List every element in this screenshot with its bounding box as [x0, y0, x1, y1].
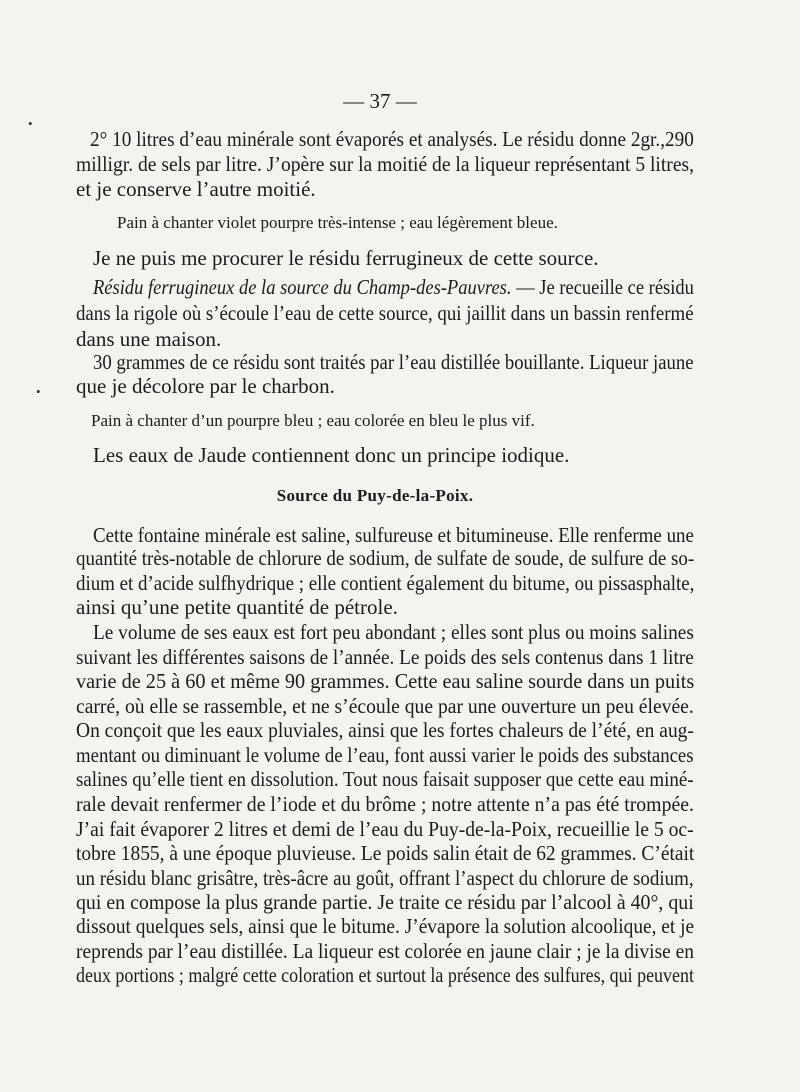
text-line: mentant ou diminuant le volume de l’eau, font aussi varier le poids des substances: [76, 743, 694, 767]
italic-lead: Résidu ferrugineux de la source du Champ-des-Pauvres.: [93, 275, 512, 299]
text-line: 2° 10 litres d’eau minérale sont évaporés et analysés. Le résidu donne 2gr.,290: [90, 127, 694, 151]
text-line: varie de 25 à 60 et même 90 grammes. Cette eau saline sourde dans un puits: [76, 669, 695, 693]
text-line: milligr. de sels par litre. J’opère sur la moitié de la liqueur représentant 5 litres,: [76, 152, 695, 176]
text-line: Résidu ferrugineux de la source du Champ-des-Pauvres. — Je recueille ce résidu: [93, 275, 694, 299]
page-number: — 37 —: [343, 89, 417, 113]
text-line: Cette fontaine minérale est saline, sulfureuse et bitumineuse. Elle renferme une: [93, 523, 694, 547]
text-line: dissout quelques sels, ainsi que le bitume. J’évapore la solution alcoolique, et je: [76, 914, 695, 938]
text-line: quantité très-notable de chlorure de sodium, de sulfate de soude, de sulfure de so-: [76, 546, 695, 570]
text-line: un résidu blanc grisâtre, très-âcre au goût, offrant l’aspect du chlorure de sodium,: [76, 866, 694, 890]
note-line: Pain à chanter violet pourpre très-intense ; eau légèrement bleue.: [117, 213, 558, 232]
text-line: tobre 1855, à une époque pluvieuse. Le poids salin était de 62 grammes. C’était: [76, 841, 695, 865]
section-heading: Source du Puy-de-la-Poix.: [276, 486, 474, 505]
text-line: 30 grammes de ce résidu sont traités par l’eau distillée bouillante. Liqueur jaune: [93, 350, 694, 374]
text-line: carré, où elle se rassemble, et ne s’écoule que par une ouverture un peu élevée.: [76, 694, 694, 718]
text-line: dans la rigole où s’écoule l’eau de cette source, qui jaillit dans un bassin renfermé: [76, 301, 694, 325]
margin-mark: •: [36, 384, 41, 399]
text-line: reprends par l’eau distillée. La liqueur est colorée en jaune clair ; je la divise en: [76, 939, 695, 963]
text-line: que je décolore par le charbon.: [76, 374, 335, 398]
text-line: Je ne puis me procurer le résidu ferrugineux de cette source.: [93, 246, 599, 270]
text-line: J’ai fait évaporer 2 litres et demi de l’eau du Puy-de-la-Poix, recueillie le 5 oc-: [76, 817, 694, 841]
text-line: suivant les différentes saisons de l’année. Le poids des sels contenus dans 1 litre: [76, 645, 694, 669]
text-line: dium et d’acide sulfhydrique ; elle contient également du bitume, ou pissasphalte,: [76, 571, 695, 595]
text-line: salines qu’elle tient en dissolution. Tout nous faisait supposer que cette eau miné-: [76, 767, 694, 791]
note-line: Pain à chanter d’un pourpre bleu ; eau colorée en bleu le plus vif.: [91, 411, 535, 430]
margin-mark: •: [28, 116, 33, 131]
text-line: On conçoit que les eaux pluviales, ainsi que les fortes chaleurs de l’été, en aug-: [76, 718, 694, 742]
text-line: rale devait renfermer de l’iode et du brôme ; notre attente n’a pas été trompée.: [76, 792, 694, 816]
text-line: qui en compose la plus grande partie. Je traite ce résidu par l’alcool à 40°, qui: [76, 890, 694, 914]
text-line: dans une maison.: [76, 327, 222, 351]
text-line: ainsi qu’une petite quantité de pétrole.: [76, 595, 398, 619]
text-line: et je conserve l’autre moitié.: [76, 177, 316, 201]
text-line: Les eaux de Jaude contiennent donc un principe iodique.: [93, 443, 570, 467]
text-line: deux portions ; malgré cette coloration et surtout la présence des sulfures, qui peuvent: [76, 963, 694, 987]
text-line: Le volume de ses eaux est fort peu abondant ; elles sont plus ou moins salines: [93, 620, 694, 644]
